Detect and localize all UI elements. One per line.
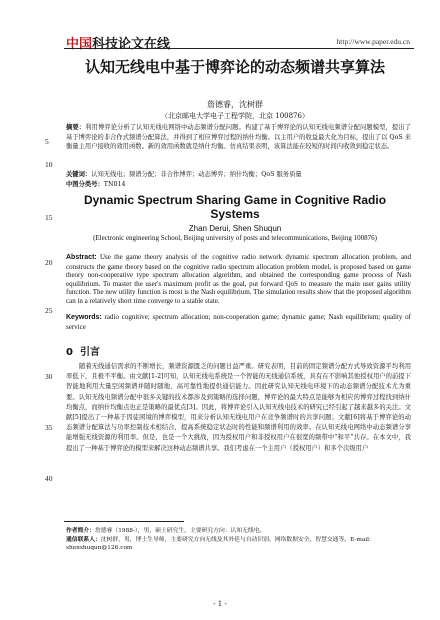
section-number: 0	[66, 347, 73, 358]
abstract-cn-text: 利用博弈论分析了认知无线电网络中动态频谱分配问题。构建了基于博弈论的认知无线电频谱分配问题模型，提出了基于博弈论的非合作式频谱分配算法，并得到了相应博弈过程的纳什均衡。以主用户的收益最大化为目标，提出了以 QoS 来衡量主用户接收的效用函数。新的效用函数就是纳什均衡。仿真结果表明，该算法能在较短的时间内收敛到稳定状态。	[66, 124, 411, 151]
site-url[interactable]: http://www.paper.edu.cn	[336, 37, 410, 46]
affiliation-en: (Electronic engineering School, Beijing university of posts and telecommunications, Beijing 100876)	[93, 234, 377, 242]
paper-title-en: Dynamic Spectrum Sharing Game in Cognitive Radio Systems	[83, 193, 387, 221]
classification-cn-text: TN014	[103, 181, 126, 188]
section-heading	[66, 343, 100, 358]
site-logo[interactable]	[66, 33, 170, 52]
classification-cn	[66, 180, 411, 190]
abstract-en-label: Abstract:	[66, 254, 97, 261]
section-title: 引言	[79, 347, 100, 358]
line-number: 35	[45, 423, 53, 432]
line-number: 30	[45, 372, 53, 381]
keywords-en	[66, 313, 411, 331]
keywords-cn-label: 关键词：	[66, 171, 92, 178]
classification-cn-label: 中图分类号：	[66, 181, 104, 188]
footnote-author	[66, 527, 411, 535]
affiliation-cn: （北京邮电大学电子工程学院，北京 100876）	[161, 112, 309, 120]
footnote-divider	[64, 521, 184, 522]
keywords-en-label: Keywords:	[66, 314, 102, 321]
page-number: - 1 -	[213, 600, 227, 608]
page-header	[0, 0, 440, 52]
line-number: 25	[45, 306, 53, 315]
line-number: 10	[45, 160, 53, 169]
logo-red-text: 中国	[66, 37, 93, 52]
footnote-contact-text: 沈树群，男，博士生导师，主要研究方向无线及其外延与自动识别、网络数据安全、智慧交通等。E-mail: shenshuqun@126.com	[66, 537, 371, 552]
abstract-cn	[66, 123, 411, 152]
footnote-author-label: 作者简介：	[66, 528, 95, 534]
keywords-cn	[66, 170, 411, 180]
footnote-contact	[66, 536, 411, 553]
keywords-cn-text: 认知无线电；频谱分配；非合作博弈；动态博弈；纳什均衡；QoS 服务质量	[91, 171, 302, 178]
line-number: 20	[45, 258, 53, 267]
header-divider	[64, 48, 414, 49]
authors-en: Zhan Derui, Shen Shuqun	[188, 224, 282, 233]
body-paragraph: 随着无线通信需求的不断增长，频谱资源匮乏的问题日益严重。研究表明，目前的固定频谱分配方式导致资源平均利用率低下，且极不平衡。由文献[1-2]可知，认知无线电系统是一个智能的无线通信系统，具有在不影响其他授权用户的前提下智能地利用大量空闲频谱并随时随地、高可靠性地提供通信能力。因此研究认知无线电环境下的动态频谱分配技术尤为重要。认知无线电频谱分配中很多关键的技术都涉及到策略的选择问题，博弈论的最大特点是能够为相应的博弈过程找到纳什均衡点，而纳什均衡点也正是策略的最优点[3]。因此，将博弈论引入认知无线电技术的研究已经引起了越来越多的关注。文献[5]提出了一种基于因徒困境的博弈模型，用来分析认知无线电用户在竞争频谱时的共享问题；文献[6]将基于博弈论的动态频谱分配算法与功率控制技术相结合，提高系统稳定状态时的性能和频谱利用的效率。在认知无线电网络中动态频谱分享能增强无线资源的利用率。但是，也是一个大挑战，因为授权用户和非授权用户在很宽的频带中“和平”共存。在本文中，我提出了一种基于博弈论的模型来解决这种动态频谱共享。我们考虑在一个主用户（授权用户）和多个次级用户	[66, 363, 411, 452]
line-number: 15	[45, 213, 53, 222]
logo-main-text: 科技论文在线	[92, 37, 171, 52]
line-number: 40	[45, 474, 53, 483]
footnote-author-text: 詹德睿（1988-），男，硕士研究生，主要研究方向：认知无线电。	[95, 528, 266, 534]
paper-title-cn: 认知无线电中基于博弈论的动态频谱共享算法	[84, 58, 385, 76]
abstract-cn-label: 摘要：	[66, 124, 86, 131]
footnote-contact-label: 通信联系人：	[66, 537, 101, 543]
keywords-en-text: radio cognitive; spectrum allocation; non-cooperation game; dynamic game; Nash equilibrium; quality of service	[66, 313, 411, 331]
authors-cn: 詹德睿，沈树群	[207, 100, 263, 109]
abstract-en	[66, 253, 411, 306]
line-number: 5	[45, 137, 49, 146]
abstract-en-text: Use the game theory analysis of the cognitive radio network dynamic spectrum allocation problem, and constructs the game theory based on the cognitive radio spectrum allocation problem model, is proposed based on game theory non-cooperative type spectrum allocation algorithm, and obtained the corresponding game process of Nash equilibrium. To master the user's maximum profit as the goal, put forward QoS to measure the main user gains utility function. The new utility function is most is the Nash equilibrium. The simulation results show that the proposed algorithm can in a relatively short time converge to a stable state.	[66, 253, 411, 305]
